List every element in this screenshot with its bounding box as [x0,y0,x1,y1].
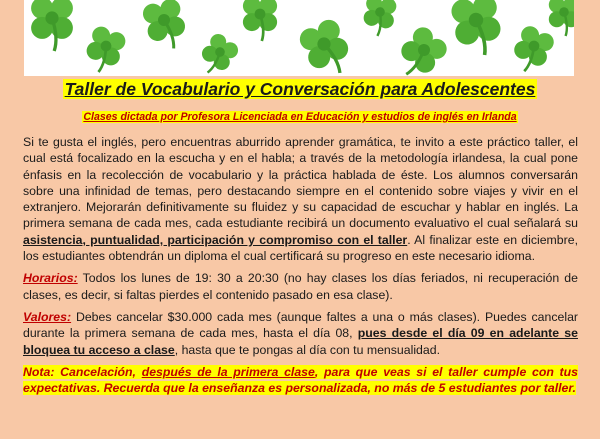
page-title [0,79,600,99]
horarios-paragraph [23,270,578,303]
intro-paragraph [23,134,578,264]
clover-banner [24,0,574,76]
title-text: Taller de Vocabulario y Conversación para Adolescentes [64,79,536,99]
subtitle-text: Clases dictada por Profesora Licenciada en Educación y estudios de inglés en Irlanda [83,111,517,123]
horarios-label: Horarios: [23,271,78,286]
nota-paragraph [23,364,578,397]
page-subtitle [0,110,600,124]
intro-text: Si te gusta el inglés, pero encuentras aburrido aprender gramática, te invito a este práctico taller, el cual está focalizado en la escucha y en el habla; a través de la metodología irlandesa, la cual pone énfasis en la recolección de vocabulario y la práctica hablada de éste. Los alumnos conversarán sobre una infinidad de temas, pero destacando siempre en el contenido sobre viajes y vivir en el extranjero. Mejorarán definitivamente su fluidez y su capacidad de escuchar y hablar en inglés. La primera semana de cada mes, cada estudiante recibirá un documento evaluativo el cual señalará su [23,135,578,231]
valores-text-end: , hasta que te pongas al día con tu mensualidad. [174,342,440,357]
valores-paragraph [23,309,578,358]
valores-label: Valores: [23,309,72,324]
nota-rest: , para que veas si el taller cumple con tus expectativas. Recuerda que la enseñanza es personalizada, no más de 5 estudiantes por taller. [23,364,578,396]
clover-icon [24,0,574,76]
nota-prefix: Nota: Cancelación, [23,364,142,379]
intro-text-end: . Al finalizar este en diciembre, los estudiantes obtendrán un diploma el cual certificará su progreso en este necesario idioma. [23,232,578,264]
horarios-text: Todos los lunes de 19: 30 a 20:30 (no hay clases los días feriados, ni recuperación de clases, es decir, si faltas pierdes el contenido pasado en esa clase). [23,271,578,302]
valores-text: Debes cancelar $30.000 cada mes (aunque faltes a una o más clases). Puedes cancelar durante la primera semana de cada mes, hasta el día 08, [23,309,578,341]
nota-underlined: después de la primera clase [141,364,315,379]
intro-emphasis: asistencia, puntualidad, participación y compromiso con el taller [23,232,408,247]
document-body [23,134,578,402]
valores-emphasis: pues desde el día 09 en adelante se bloquea tu acceso a clase [23,326,578,357]
